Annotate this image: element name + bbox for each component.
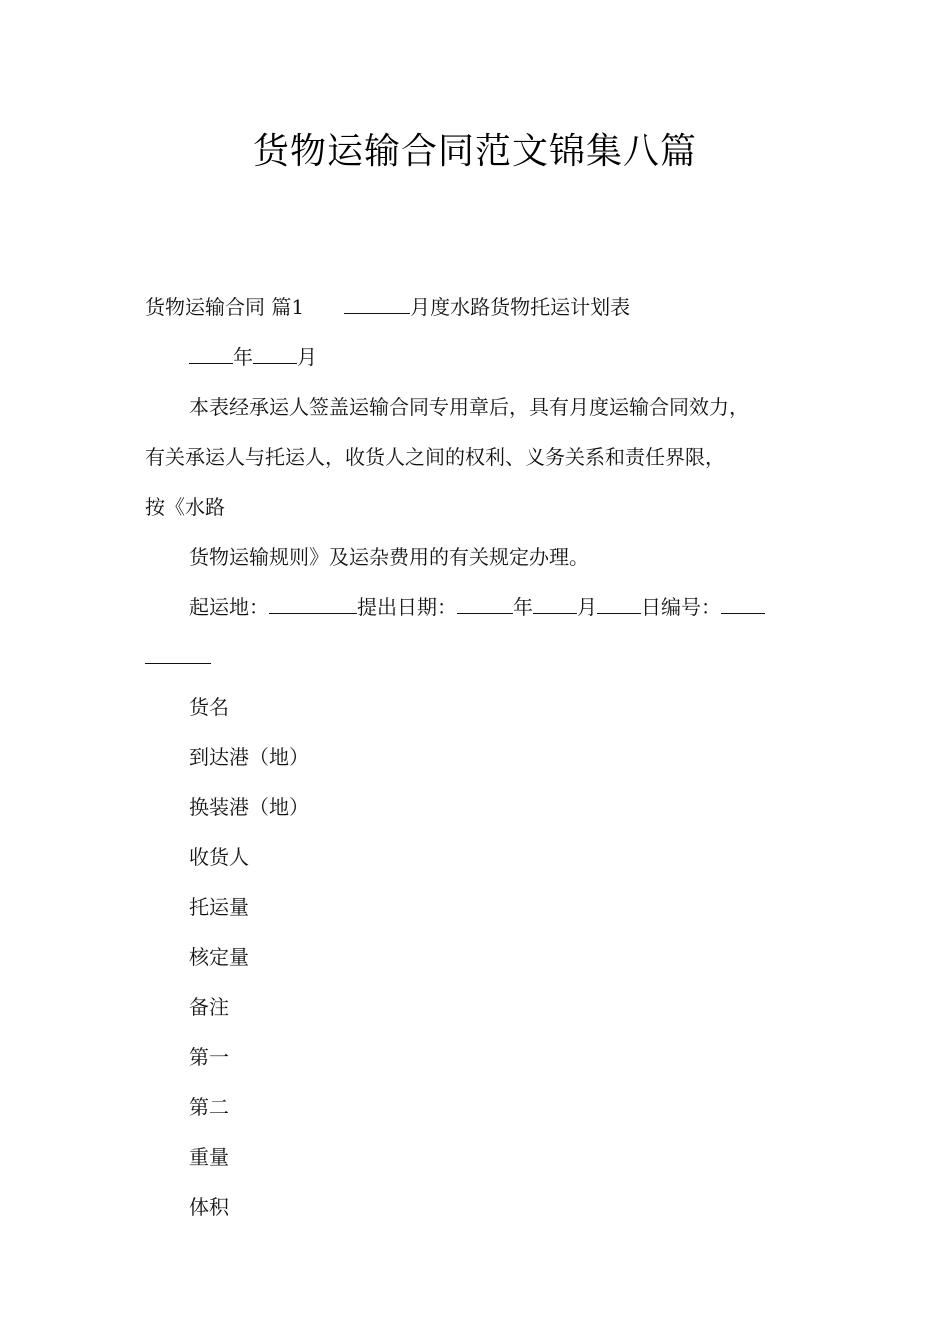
paragraph-line-4: 货物运输规则》及运杂费用的有关规定办理。 — [189, 545, 589, 569]
origin-label: 起运地： — [189, 595, 269, 619]
paragraph-line-2: 有关承运人与托运人，收货人之间的权利、义务关系和责任界限， — [145, 445, 725, 469]
field-item: 体积 — [189, 1195, 229, 1219]
date-line — [145, 332, 825, 382]
paragraph-line-3: 按《水路 — [145, 495, 225, 519]
number-continuation-line — [145, 632, 825, 682]
month-blank-2 — [253, 347, 297, 364]
month-label: 月 — [297, 345, 317, 369]
paragraph-line-1: 本表经承运人签盖运输合同专用章后，具有月度运输合同效力， — [189, 395, 749, 419]
field-item: 第一 — [189, 1045, 229, 1069]
number-blank-continued — [145, 647, 211, 664]
field-item: 换装港（地） — [189, 795, 309, 819]
section-label: 货物运输合同 篇1 — [145, 295, 305, 319]
date-year-blank — [457, 597, 513, 614]
field-item: 到达港（地） — [189, 745, 309, 769]
field-item: 重量 — [189, 1145, 229, 1169]
field-item: 核定量 — [189, 945, 249, 969]
info-year: 年 — [513, 595, 533, 619]
date-label: 提出日期： — [357, 595, 457, 619]
year-label: 年 — [233, 345, 253, 369]
number-blank — [721, 597, 765, 614]
form-title: 月度水路货物托运计划表 — [410, 295, 631, 319]
info-month: 月 — [577, 595, 597, 619]
info-line — [145, 582, 825, 632]
field-item: 第二 — [189, 1095, 229, 1119]
origin-blank — [269, 597, 357, 614]
day-number-label: 日编号： — [641, 595, 721, 619]
document-body — [145, 282, 825, 1232]
field-item: 货名 — [189, 695, 229, 719]
field-item: 托运量 — [189, 895, 249, 919]
document-title: 货物运输合同范文锦集八篇 — [252, 131, 697, 172]
year-blank — [189, 347, 233, 364]
date-month-blank — [533, 597, 577, 614]
field-item: 收货人 — [189, 845, 249, 869]
section-heading-line — [145, 282, 825, 332]
month-blank — [344, 297, 410, 314]
date-day-blank — [597, 597, 641, 614]
field-item: 备注 — [189, 995, 229, 1019]
